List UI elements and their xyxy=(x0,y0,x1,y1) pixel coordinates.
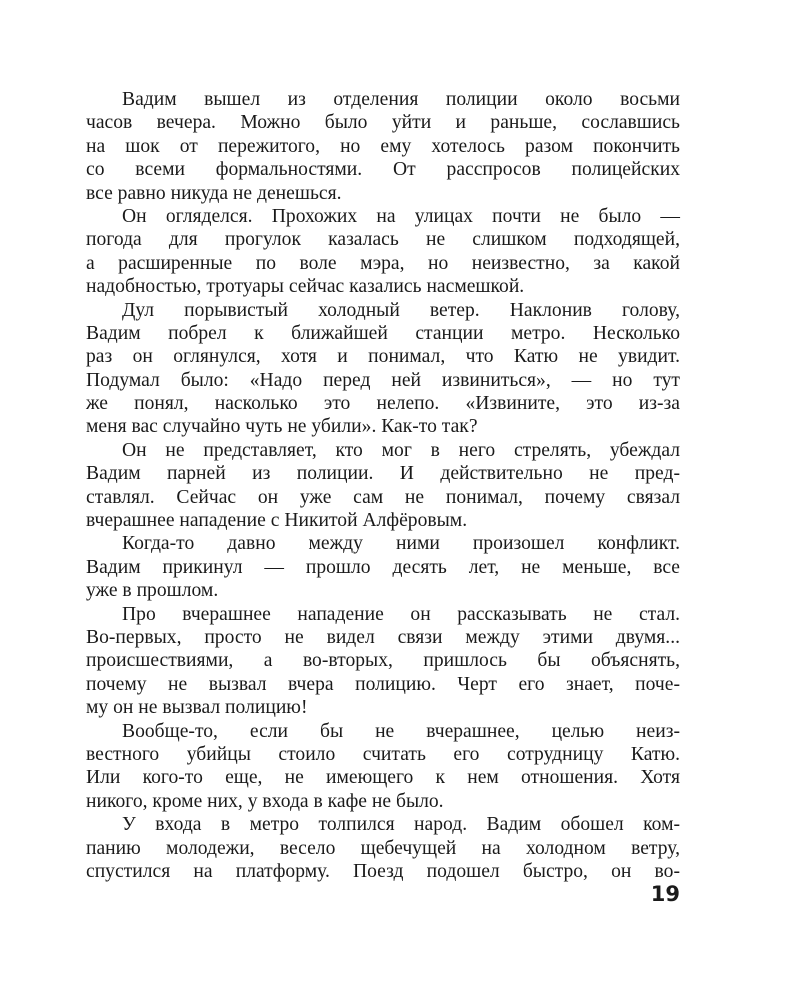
text-line: панию молодежи, весело щебечущей на холодном ветру, xyxy=(86,837,680,859)
text-line: со всеми формальностями. От расспросов полицейских xyxy=(86,159,680,181)
text-line: У входа в метро толпился народ. Вадим обошел ком- xyxy=(122,814,680,836)
body-text xyxy=(86,88,680,883)
text-line: спустился на платформу. Поезд подошел быстро, он во- xyxy=(86,860,680,882)
paragraph xyxy=(86,813,680,883)
text-line: а расширенные по воле мэра, но неизвестно, за какой xyxy=(86,252,680,274)
paragraph xyxy=(86,532,680,602)
text-line: Вадим прикинул — прошло десять лет, не меньше, все xyxy=(86,556,680,578)
text-line: все равно никуда не денешься. xyxy=(86,182,342,204)
page-number: 19 xyxy=(650,882,680,906)
text-line: Подумал было: «Надо перед ней извиниться», — но тут xyxy=(86,369,680,391)
text-line: меня вас случайно чуть не убили». Как-то так? xyxy=(86,416,478,438)
text-line: Вообще-то, если бы не вчерашнее, целью неиз- xyxy=(122,720,680,742)
text-line: Дул порывистый холодный ветер. Наклонив голову, xyxy=(122,299,680,321)
paragraph xyxy=(86,603,680,720)
paragraph xyxy=(86,720,680,814)
text-line: му он не вызвал полицию! xyxy=(86,697,308,719)
text-line: никого, кроме них, у входа в кафе не было. xyxy=(86,790,444,812)
text-line: Он огляделся. Прохожих на улицах почти не было — xyxy=(122,205,680,227)
text-line: Во-первых, просто не видел связи между этими двумя... xyxy=(86,626,680,648)
text-line: почему не вызвал вчера полицию. Черт его знает, поче- xyxy=(86,673,680,695)
text-line: надобностью, тротуары сейчас казались насмешкой. xyxy=(86,276,525,298)
text-line: ставлял. Сейчас он уже сам не понимал, почему связал xyxy=(86,486,680,508)
text-line: Вадим вышел из отделения полиции около восьми xyxy=(122,89,680,110)
paragraph xyxy=(86,439,680,533)
text-line: Или кого-то еще, не имеющего к нем отношения. Хотя xyxy=(86,767,680,789)
paragraph xyxy=(86,88,680,205)
paragraph xyxy=(86,299,680,439)
text-line: на шок от пережитого, но ему хотелось разом покончить xyxy=(86,135,680,157)
text-line: Когда-то давно между ними произошел конфликт. xyxy=(122,533,680,555)
text-line: Про вчерашнее нападение он рассказывать не стал. xyxy=(122,603,680,625)
text-line: часов вечера. Можно было уйти и раньше, сославшись xyxy=(86,112,680,134)
text-line: Вадим парней из полиции. И действительно не пред- xyxy=(86,463,680,485)
text-line: Вадим побрел к ближайшей станции метро. Несколько xyxy=(86,322,680,344)
text-line: вестного убийцы стоило считать его сотрудницу Катю. xyxy=(86,743,680,765)
text-line: вчерашнее нападение с Никитой Алфёровым. xyxy=(86,510,468,532)
paragraph xyxy=(86,205,680,299)
text-line: Он не представляет, кто мог в него стрелять, убеждал xyxy=(122,439,680,461)
text-line: же понял, насколько это нелепо. «Извините, это из-за xyxy=(86,393,680,415)
text-line: происшествиями, а во-вторых, пришлось бы объяснять, xyxy=(86,650,680,672)
text-line: погода для прогулок казалась не слишком подходящей, xyxy=(86,229,680,251)
text-line: уже в прошлом. xyxy=(86,580,219,602)
text-line: раз он оглянулся, хотя и понимал, что Катю не увидит. xyxy=(86,346,680,368)
